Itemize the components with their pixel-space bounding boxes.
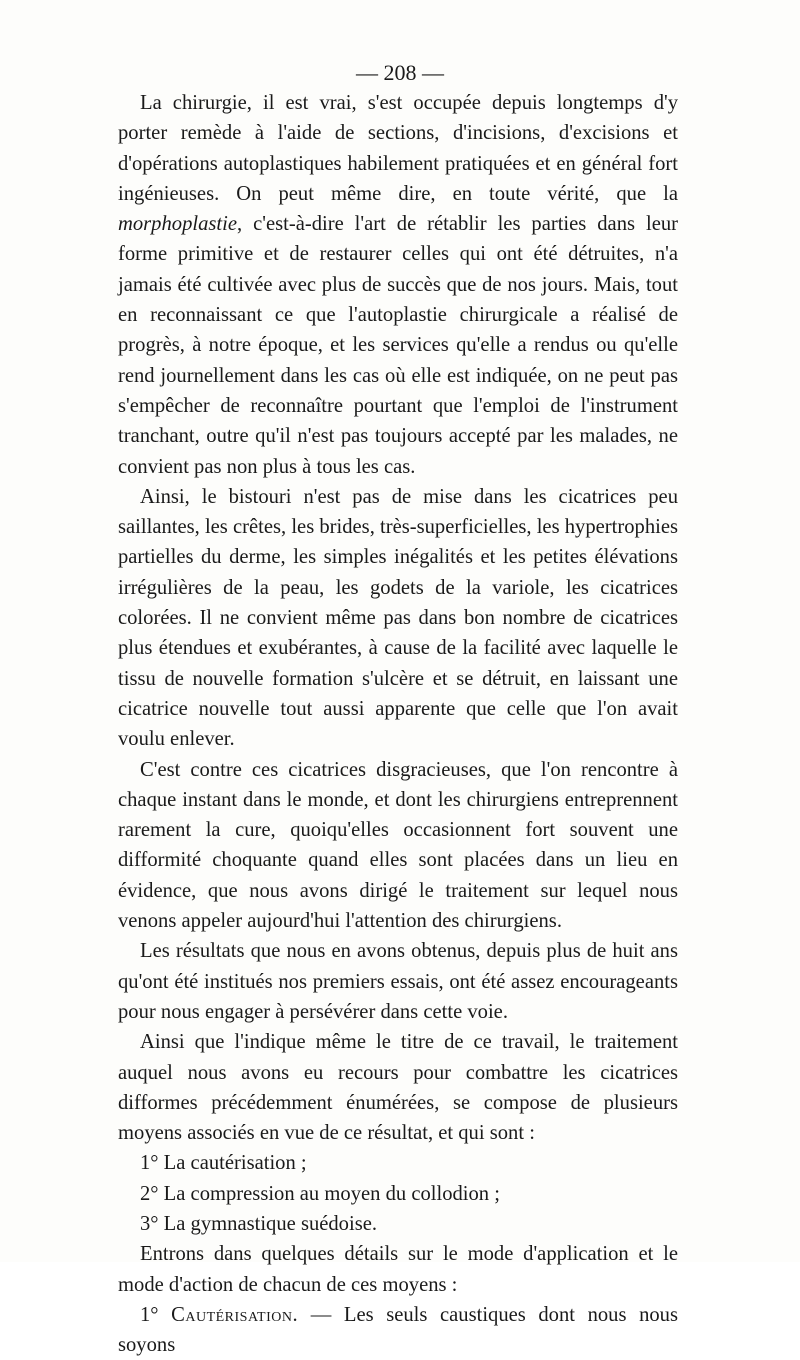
paragraph-5: Ainsi que l'indique même le titre de ce travail, le traitement auquel nous avons eu recours pour combattre les cicatrices difformes précédemment énumérées, se compose de plusieurs moyens associés en vue de ce résultat, et qui sont : bbox=[118, 1031, 678, 1145]
list-item-3: 3° La gymnastique suédoise. bbox=[140, 1212, 378, 1235]
paragraph-6: Entrons dans quelques détails sur le mode d'application et le mode d'action de chacun de ces moyens : bbox=[118, 1243, 678, 1296]
paragraph-7 bbox=[118, 1300, 678, 1360]
section-heading: Cautérisation. bbox=[171, 1303, 299, 1326]
paragraph-3: C'est contre ces cicatrices disgracieuses, que l'on rencontre à chaque instant dans le monde, et dont les chirurgiens entreprennent rarement la cure, quoiqu'elles occasionnent fort souvent une difformité choquante quand elles sont placées dans un lieu en évidence, que nous avons dirigé le traitement sur lequel nous venons appeler aujourd'hui l'attention des chirurgiens. bbox=[118, 758, 678, 933]
page-number-header: — 208 — bbox=[356, 60, 444, 85]
paragraph-1 bbox=[118, 88, 678, 482]
paragraph-1-term: morphoplastie bbox=[118, 213, 237, 236]
list-item-1: 1° La cautérisation ; bbox=[140, 1152, 307, 1175]
section-number: 1° bbox=[140, 1303, 172, 1326]
list-item-2: 2° La compression au moyen du collodion ; bbox=[140, 1182, 500, 1205]
paragraph-2: Ainsi, le bistouri n'est pas de mise dans les cicatrices peu saillantes, les crêtes, les brides, très-superficielles, les hypertrophies partielles du derme, les simples inégalités et les petites élévations irrégulières de la peau, les godets de la variole, les cicatrices colorées. Il ne convient même pas dans bon nombre de cicatrices plus étendues et exubérantes, à cause de la facilité avec laquelle le tissu de nouvelle formation s'ulcère et se détruit, en laissant une cicatrice nouvelle tout aussi apparente que celle que l'on avait voulu enlever. bbox=[118, 485, 678, 751]
paragraph-4: Les résultats que nous en avons obtenus, depuis plus de huit ans qu'ont été institués nos premiers essais, ont été assez encourageants pour nous engager à persévérer dans cette voie. bbox=[118, 940, 678, 1023]
paragraph-1-end: , c'est-à-dire l'art de rétablir les parties dans leur forme primitive et de restaurer celles qui ont été détruites, n'a jamais été cultivée avec plus de succès que de nos jours. Mais, tout en reconnaissant ce que l'autoplastie chirurgicale a réalisé de progrès, à notre époque, et les services qu'elle a rendus ou qu'elle rend journellement dans les cas où elle est indiquée, on ne peut pas s'empêcher de reconnaître pourtant que l'emploi de l'instrument tranchant, outre qu'il n'est pas toujours accepté par les malades, ne convient pas non plus à tous les cas. bbox=[118, 213, 678, 478]
paragraph-1-start: La chirurgie, il est vrai, s'est occupée depuis longtemps d'y porter remède à l'aide de sections, d'incisions, d'excisions et d'opérations autoplastiques habilement pratiquées et en général fort ingénieuses. On peut même dire, en toute vérité, que la bbox=[118, 92, 678, 205]
section-text: — Les seuls caustiques dont nous nous soyons bbox=[118, 1303, 678, 1357]
body-text bbox=[118, 88, 678, 1360]
